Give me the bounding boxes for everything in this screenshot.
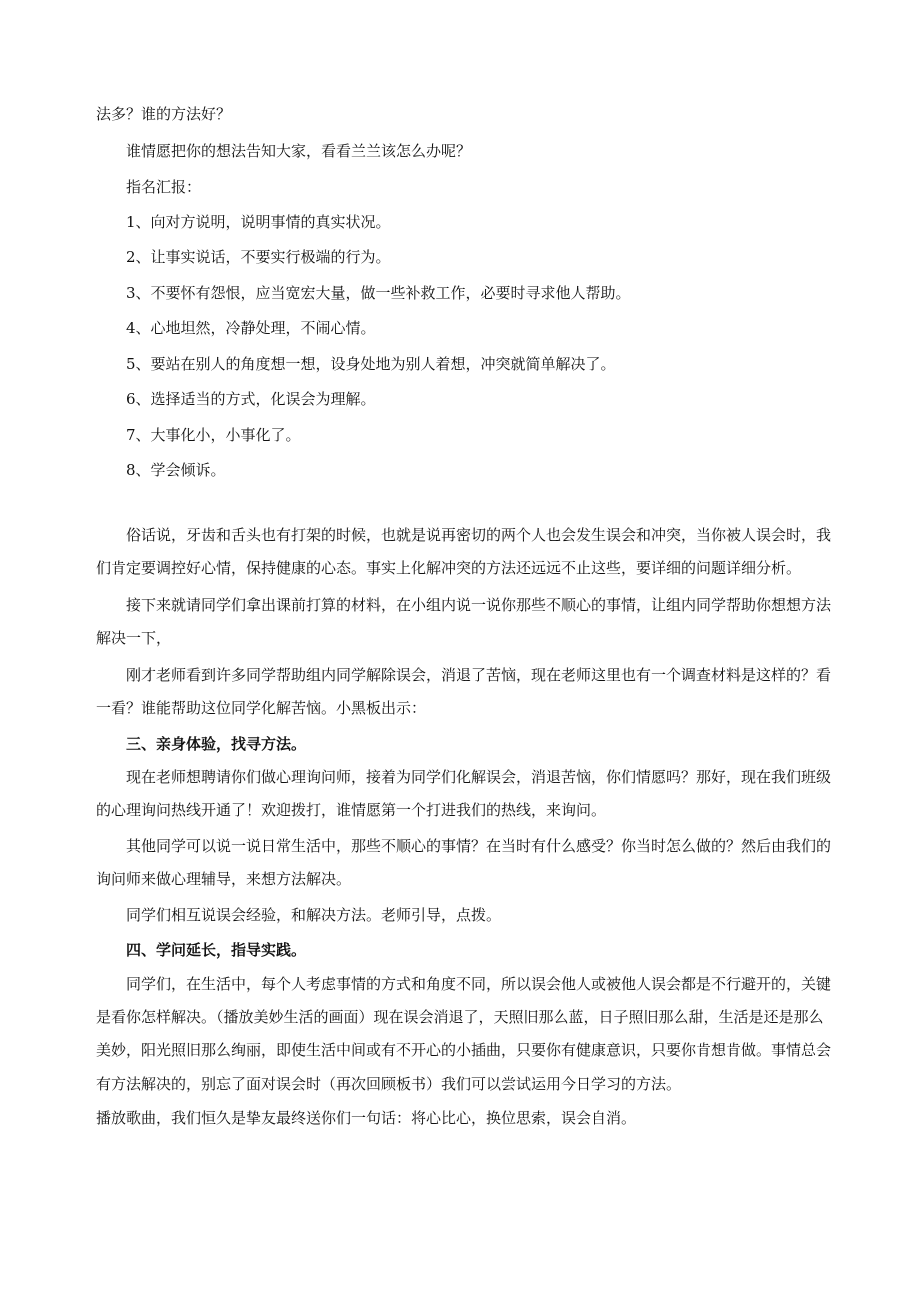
paragraph-line: 一看？谁能帮助这位同学化解苦恼。小黑板出示： xyxy=(96,699,427,717)
section-heading: 三、亲身体验，找寻方法。 xyxy=(126,735,307,753)
list-item: 3、不要怀有怨恨，应当宽宏大量，做一些补救工作，必要时寻求他人帮助。 xyxy=(126,284,631,302)
text-line: 指名汇报： xyxy=(126,178,202,196)
paragraph-line: 同学们，在生活中，每个人考虑事情的方式和角度不同，所以误会他人或被他人误会都是不行避开的，关键 xyxy=(126,975,832,993)
paragraph-line: 们肯定要调控好心情，保持健康的心态。事实上化解冲突的方法还远远不止这些，要详细的问题详细分析。 xyxy=(96,559,802,577)
text-line: 谁情愿把你的想法告知大家，看看兰兰该怎么办呢？ xyxy=(126,142,472,160)
list-item: 4、心地坦然，冷静处理，不闹心情。 xyxy=(126,319,376,337)
paragraph-line: 俗话说，牙齿和舌头也有打架的时候，也就是说再密切的两个人也会发生误会和冲突，当你被人误会时，我 xyxy=(126,526,832,544)
list-item: 1、向对方说明，说明事情的真实状况。 xyxy=(126,213,391,231)
paragraph-line: 有方法解决的，别忘了面对误会时（再次回顾板书）我们可以尝试运用今日学习的方法。 xyxy=(96,1075,682,1093)
paragraph-line: 美妙，阳光照旧那么绚丽，即使生活中间或有不开心的小插曲，只要你有健康意识，只要你肯想肯做。事情总会 xyxy=(96,1041,832,1059)
list-item: 2、让事实说话，不要实行极端的行为。 xyxy=(126,248,391,266)
list-item: 5、要站在别人的角度想一想，设身处地为别人着想，冲突就简单解决了。 xyxy=(126,355,616,373)
list-item: 8、学会倾诉。 xyxy=(126,461,226,479)
list-item: 7、大事化小，小事化了。 xyxy=(126,426,301,444)
section-heading: 四、学问延长，指导实践。 xyxy=(126,941,307,959)
list-item: 6、选择适当的方式，化误会为理解。 xyxy=(126,390,376,408)
text-line: 法多？谁的方法好？ xyxy=(96,105,232,123)
paragraph-line: 刚才老师看到许多同学帮助组内同学解除误会，消退了苦恼，现在老师这里也有一个调查材料是这样的？看 xyxy=(126,666,832,684)
paragraph-line: 现在老师想聘请你们做心理询问师，接着为同学们化解误会，消退苦恼，你们情愿吗？那好，现在我们班级 xyxy=(126,768,832,786)
paragraph-line: 是看你怎样解决。（播放美妙生活的画面）现在误会消退了，天照旧那么蓝，日子照旧那么甜，生活是还是那么 xyxy=(96,1008,824,1026)
paragraph-line: 接下来就请同学们拿出课前打算的材料，在小组内说一说你那些不顺心的事情，让组内同学帮助你想想方法 xyxy=(126,596,832,614)
paragraph-line: 其他同学可以说一说日常生活中，那些不顺心的事情？在当时有什么感受？你当时怎么做的？然后由我们的 xyxy=(126,837,832,855)
paragraph-line: 的心理询问热线开通了！欢迎拨打，谁情愿第一个打进我们的热线，来询问。 xyxy=(96,801,607,819)
paragraph-line: 解决一下， xyxy=(96,629,172,647)
paragraph-line: 询问师来做心理辅导，来想方法解决。 xyxy=(96,870,352,888)
paragraph-line: 播放歌曲，我们恒久是挚友最终送你们一句话：将心比心，换位思索，误会自消。 xyxy=(96,1109,637,1127)
paragraph-line: 同学们相互说误会经验，和解决方法。老师引导，点拨。 xyxy=(126,906,502,924)
